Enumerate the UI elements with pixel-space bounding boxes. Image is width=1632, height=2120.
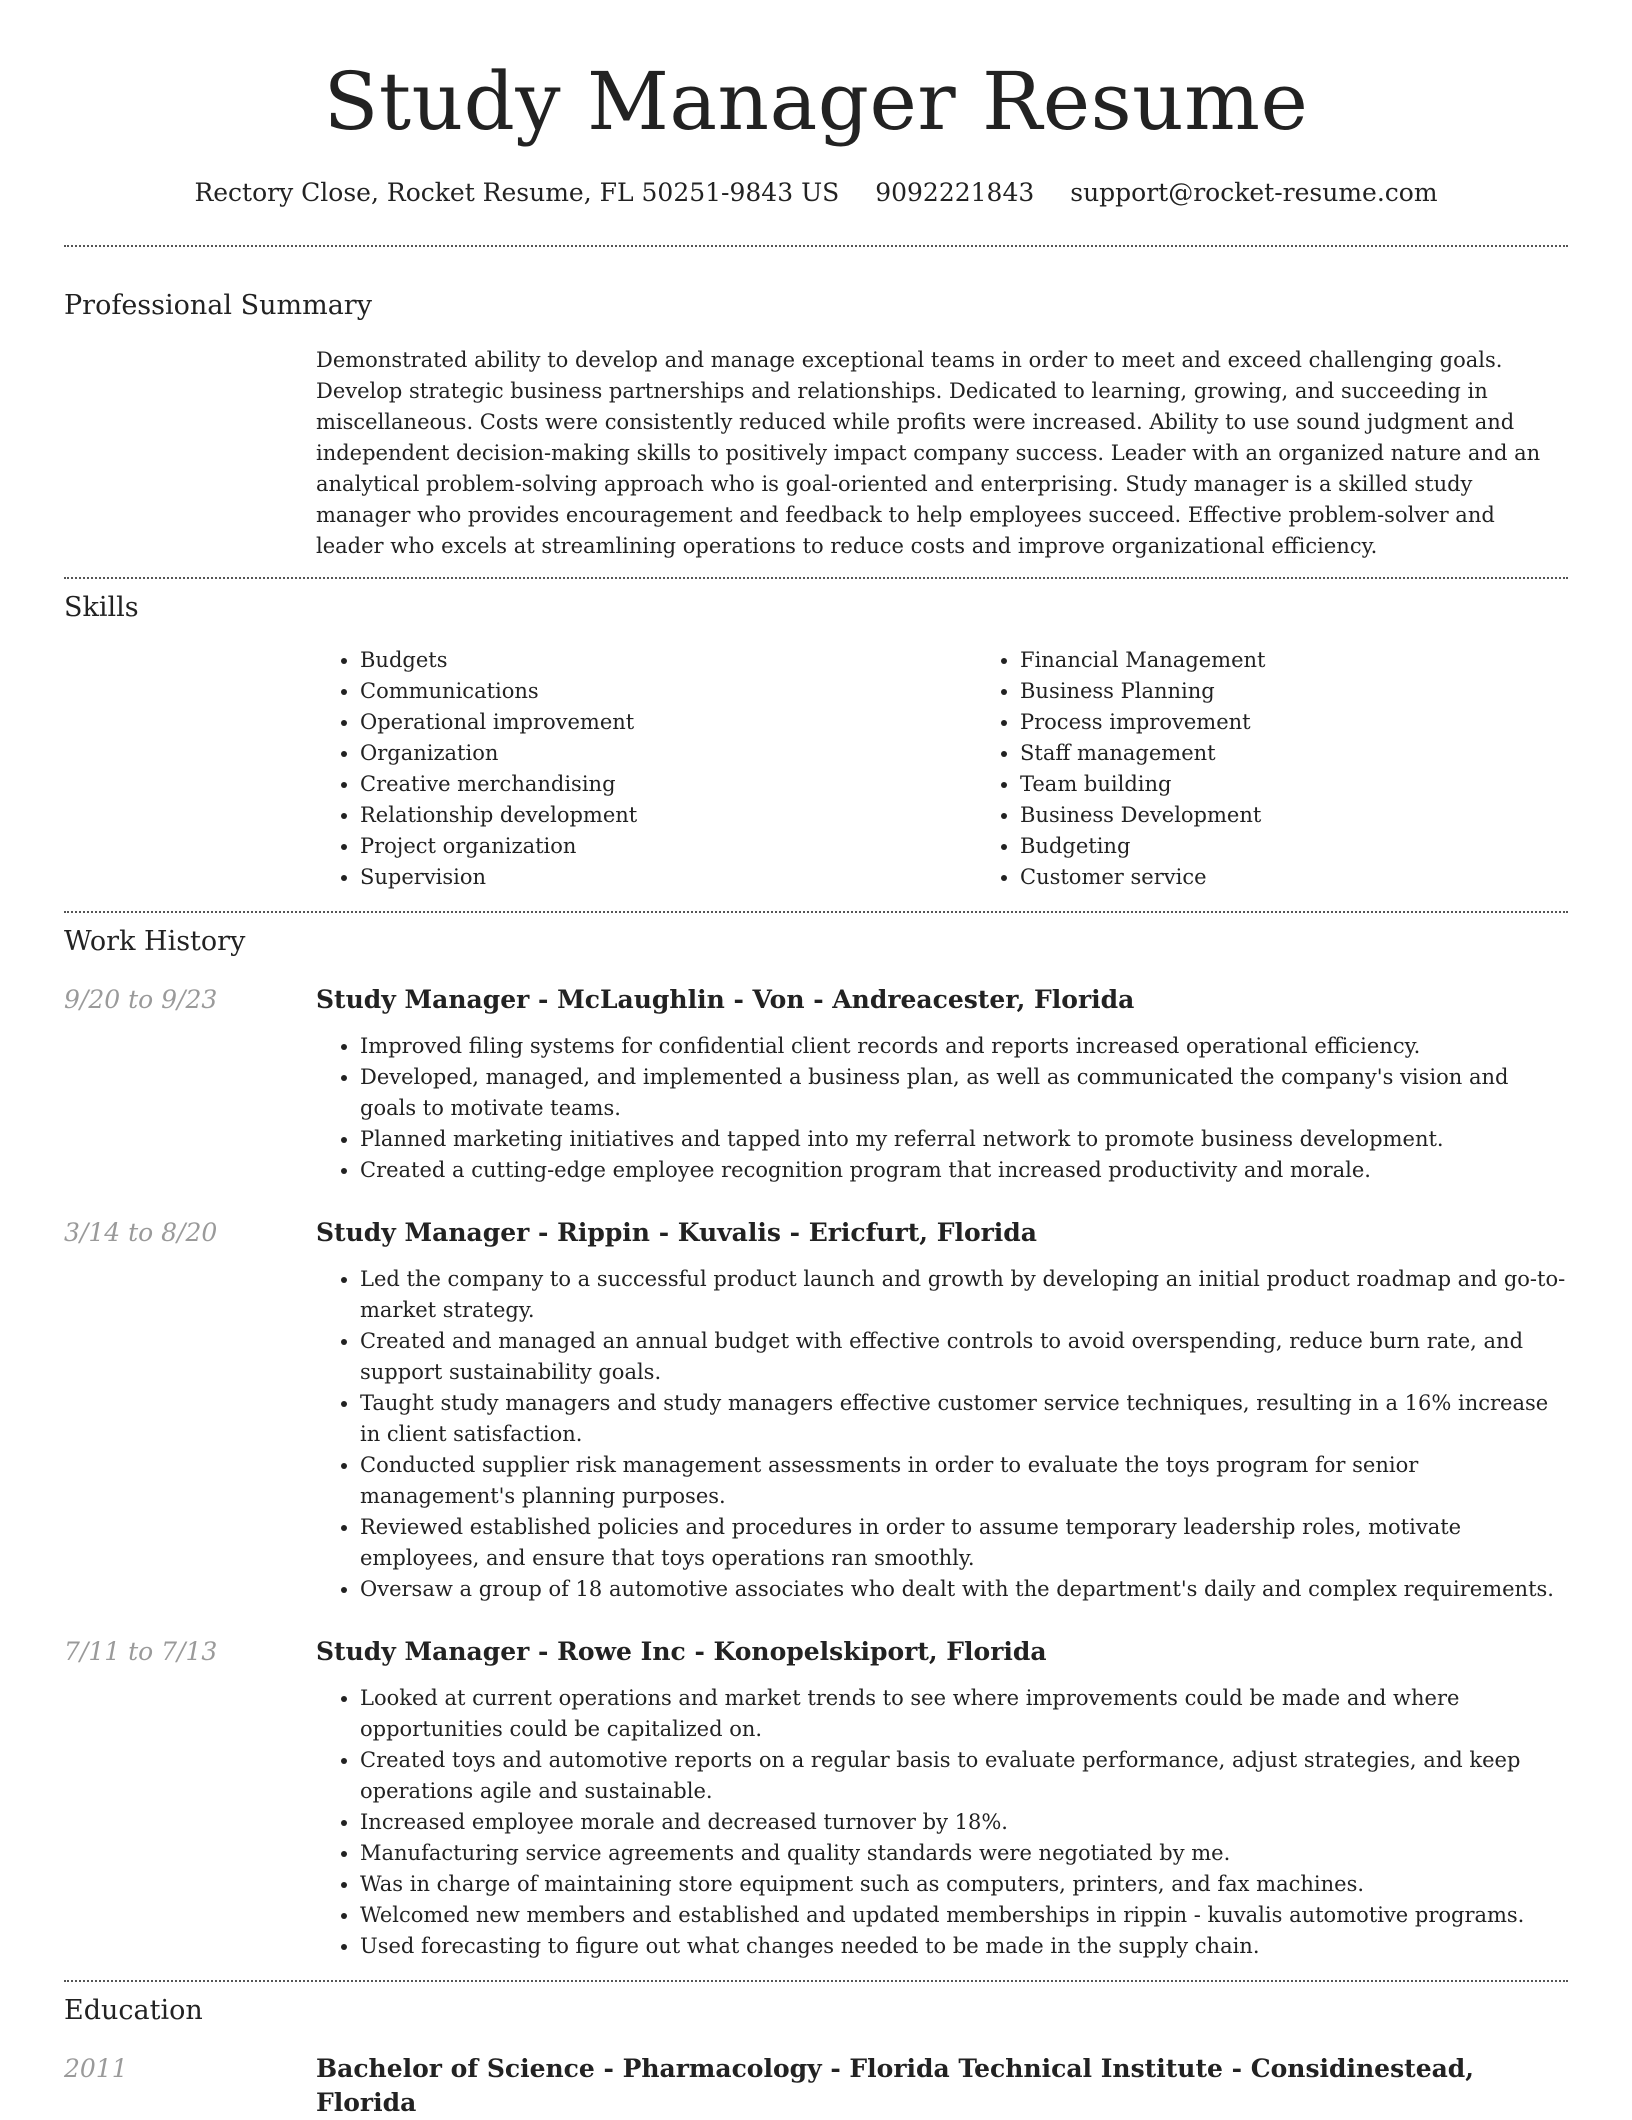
job-bullets (316, 1683, 1568, 1962)
job-dates: 9/20 to 9/23 (64, 985, 218, 1014)
job-header (64, 1635, 1568, 1669)
job-entry (64, 983, 1568, 1186)
skill-item: • Customer service (1020, 862, 1632, 893)
work-section (64, 925, 1568, 1962)
skill-item: • Financial Management (1020, 645, 1632, 676)
contact-email: support@rocket-resume.com (1070, 178, 1438, 207)
contact-address: Rectory Close, Rocket Resume, FL 50251-9843 US (194, 178, 840, 207)
job-entry (64, 1216, 1568, 1605)
skill-item: • Budgeting (1020, 831, 1632, 862)
job-title-wrap (316, 1635, 1568, 1669)
skill-item: • Operational improvement (360, 707, 976, 738)
job-title-wrap (316, 983, 1568, 1017)
education-degree-wrap (316, 2052, 1568, 2120)
job-bullet: • Improved filing systems for confidential client records and reports increased operational efficiency. (360, 1031, 1568, 1062)
job-entry (64, 1635, 1568, 1962)
job-title: Study Manager - Rippin - Kuvalis - Ericfurt, Florida (316, 1218, 1037, 1247)
job-bullets-col (316, 1683, 1568, 1962)
skill-item: • Staff management (1020, 738, 1632, 769)
summary-text: Demonstrated ability to develop and manage exceptional teams in order to meet and exceed challenging goals. Develop strategic business partnerships and relationships. Dedicated to learning, growing, and succeeding in miscellaneous. Costs were consistently reduced while profits were increased. Ability to use sound judgment and independent decision-making skills to positively impact company success. Leader with an organized nature and an analytical problem-solving approach who is goal-oriented and enterprising. Study manager is a skilled study manager who provides encouragement and feedback to help employees succeed. Effective problem-solver and leader who excels at streamlining operations to reduce costs and improve organizational efficiency. (316, 348, 1541, 558)
job-bullets (316, 1264, 1568, 1605)
skills-row (64, 645, 1568, 893)
skills-divider (64, 911, 1568, 913)
job-bullet: • Created a cutting-edge employee recognition program that increased productivity and morale. (360, 1155, 1568, 1186)
work-heading: Work History (64, 926, 246, 957)
job-bullet: • Oversaw a group of 18 automotive associates who dealt with the department's daily and complex requirements. (360, 1574, 1568, 1605)
skills-list-right (976, 645, 1632, 893)
education-section (64, 1994, 1568, 2120)
skills-heading: Skills (64, 592, 139, 623)
job-title-wrap (316, 1216, 1568, 1250)
job-bullets (316, 1031, 1568, 1186)
page-title: Study Manager Resume (323, 55, 1309, 148)
job-title: Study Manager - Rowe Inc - Konopelskiport, Florida (316, 1637, 1047, 1666)
skill-item: • Budgets (360, 645, 976, 676)
job-bullets-row (64, 1031, 1568, 1186)
job-bullet: • Led the company to a successful product launch and growth by developing an initial product roadmap and go-to-market strategy. (360, 1264, 1568, 1326)
job-bullet: • Welcomed new members and established and updated memberships in rippin - kuvalis automotive programs. (360, 1900, 1568, 1931)
job-bullet: • Created and managed an annual budget with effective controls to avoid overspending, reduce burn rate, and support sustainability goals. (360, 1326, 1568, 1388)
job-bullets-spacer (64, 1264, 316, 1605)
skill-item: • Communications (360, 676, 976, 707)
education-degree: Bachelor of Science - Pharmacology - Florida Technical Institute - Considinestead, Florida (316, 2054, 1474, 2117)
job-bullet: • Was in charge of maintaining store equipment such as computers, printers, and fax machines. (360, 1869, 1568, 1900)
skill-item: • Team building (1020, 769, 1632, 800)
job-bullets-spacer (64, 1031, 316, 1186)
summary-body (316, 345, 1568, 562)
education-heading: Education (64, 1995, 203, 2026)
summary-heading: Professional Summary (64, 290, 372, 321)
work-divider (64, 1980, 1568, 1982)
job-dates: 3/14 to 8/20 (64, 1218, 218, 1247)
skill-item: • Organization (360, 738, 976, 769)
job-bullets-col (316, 1264, 1568, 1605)
summary-divider (64, 577, 1568, 579)
job-bullet: • Reviewed established policies and procedures in order to assume temporary leadership roles, motivate employees, and ensure that toys operations ran smoothly. (360, 1512, 1568, 1574)
skill-item: • Relationship development (360, 800, 976, 831)
job-header (64, 983, 1568, 1017)
job-bullet: • Developed, managed, and implemented a business plan, as well as communicated the company's vision and goals to motivate teams. (360, 1062, 1568, 1124)
job-bullet: • Planned marketing initiatives and tapped into my referral network to promote business development. (360, 1124, 1568, 1155)
skills-section (64, 591, 1568, 893)
job-bullet: • Increased employee morale and decreased turnover by 18%. (360, 1807, 1568, 1838)
job-title: Study Manager - McLaughlin - Von - Andreacester, Florida (316, 985, 1135, 1014)
job-bullet: • Created toys and automotive reports on a regular basis to evaluate performance, adjust strategies, and keep operations agile and sustainable. (360, 1745, 1568, 1807)
job-bullets-row (64, 1683, 1568, 1962)
skill-item: • Creative merchandising (360, 769, 976, 800)
summary-spacer (64, 345, 316, 562)
summary-row (64, 345, 1568, 562)
skill-item: • Process improvement (1020, 707, 1632, 738)
job-header (64, 1216, 1568, 1250)
skill-item: • Business Development (1020, 800, 1632, 831)
education-year: 2011 (64, 2054, 128, 2083)
job-bullets-col (316, 1031, 1568, 1186)
job-bullet: • Manufacturing service agreements and quality standards were negotiated by me. (360, 1838, 1568, 1869)
skill-item: • Business Planning (1020, 676, 1632, 707)
skill-item: • Supervision (360, 862, 976, 893)
contact-line (64, 176, 1568, 210)
contact-phone: 9092221843 (875, 178, 1035, 207)
job-bullet: • Conducted supplier risk management assessments in order to evaluate the toys program for senior management's planning purposes. (360, 1450, 1568, 1512)
job-bullets-spacer (64, 1683, 316, 1962)
education-entry (64, 2052, 1568, 2120)
skills-spacer (64, 645, 316, 893)
job-dates: 7/11 to 7/13 (64, 1637, 218, 1666)
skill-item: • Project organization (360, 831, 976, 862)
job-bullet: • Looked at current operations and market trends to see where improvements could be made and where opportunities could be capitalized on. (360, 1683, 1568, 1745)
contact-divider (64, 245, 1568, 247)
summary-section (64, 289, 1568, 562)
job-bullet: • Taught study managers and study managers effective customer service techniques, resulting in a 16% increase in client satisfaction. (360, 1388, 1568, 1450)
job-bullets-row (64, 1264, 1568, 1605)
job-bullet: • Used forecasting to figure out what changes needed to be made in the supply chain. (360, 1931, 1568, 1962)
skills-list-left (316, 645, 976, 893)
skills-grid (316, 645, 1632, 893)
